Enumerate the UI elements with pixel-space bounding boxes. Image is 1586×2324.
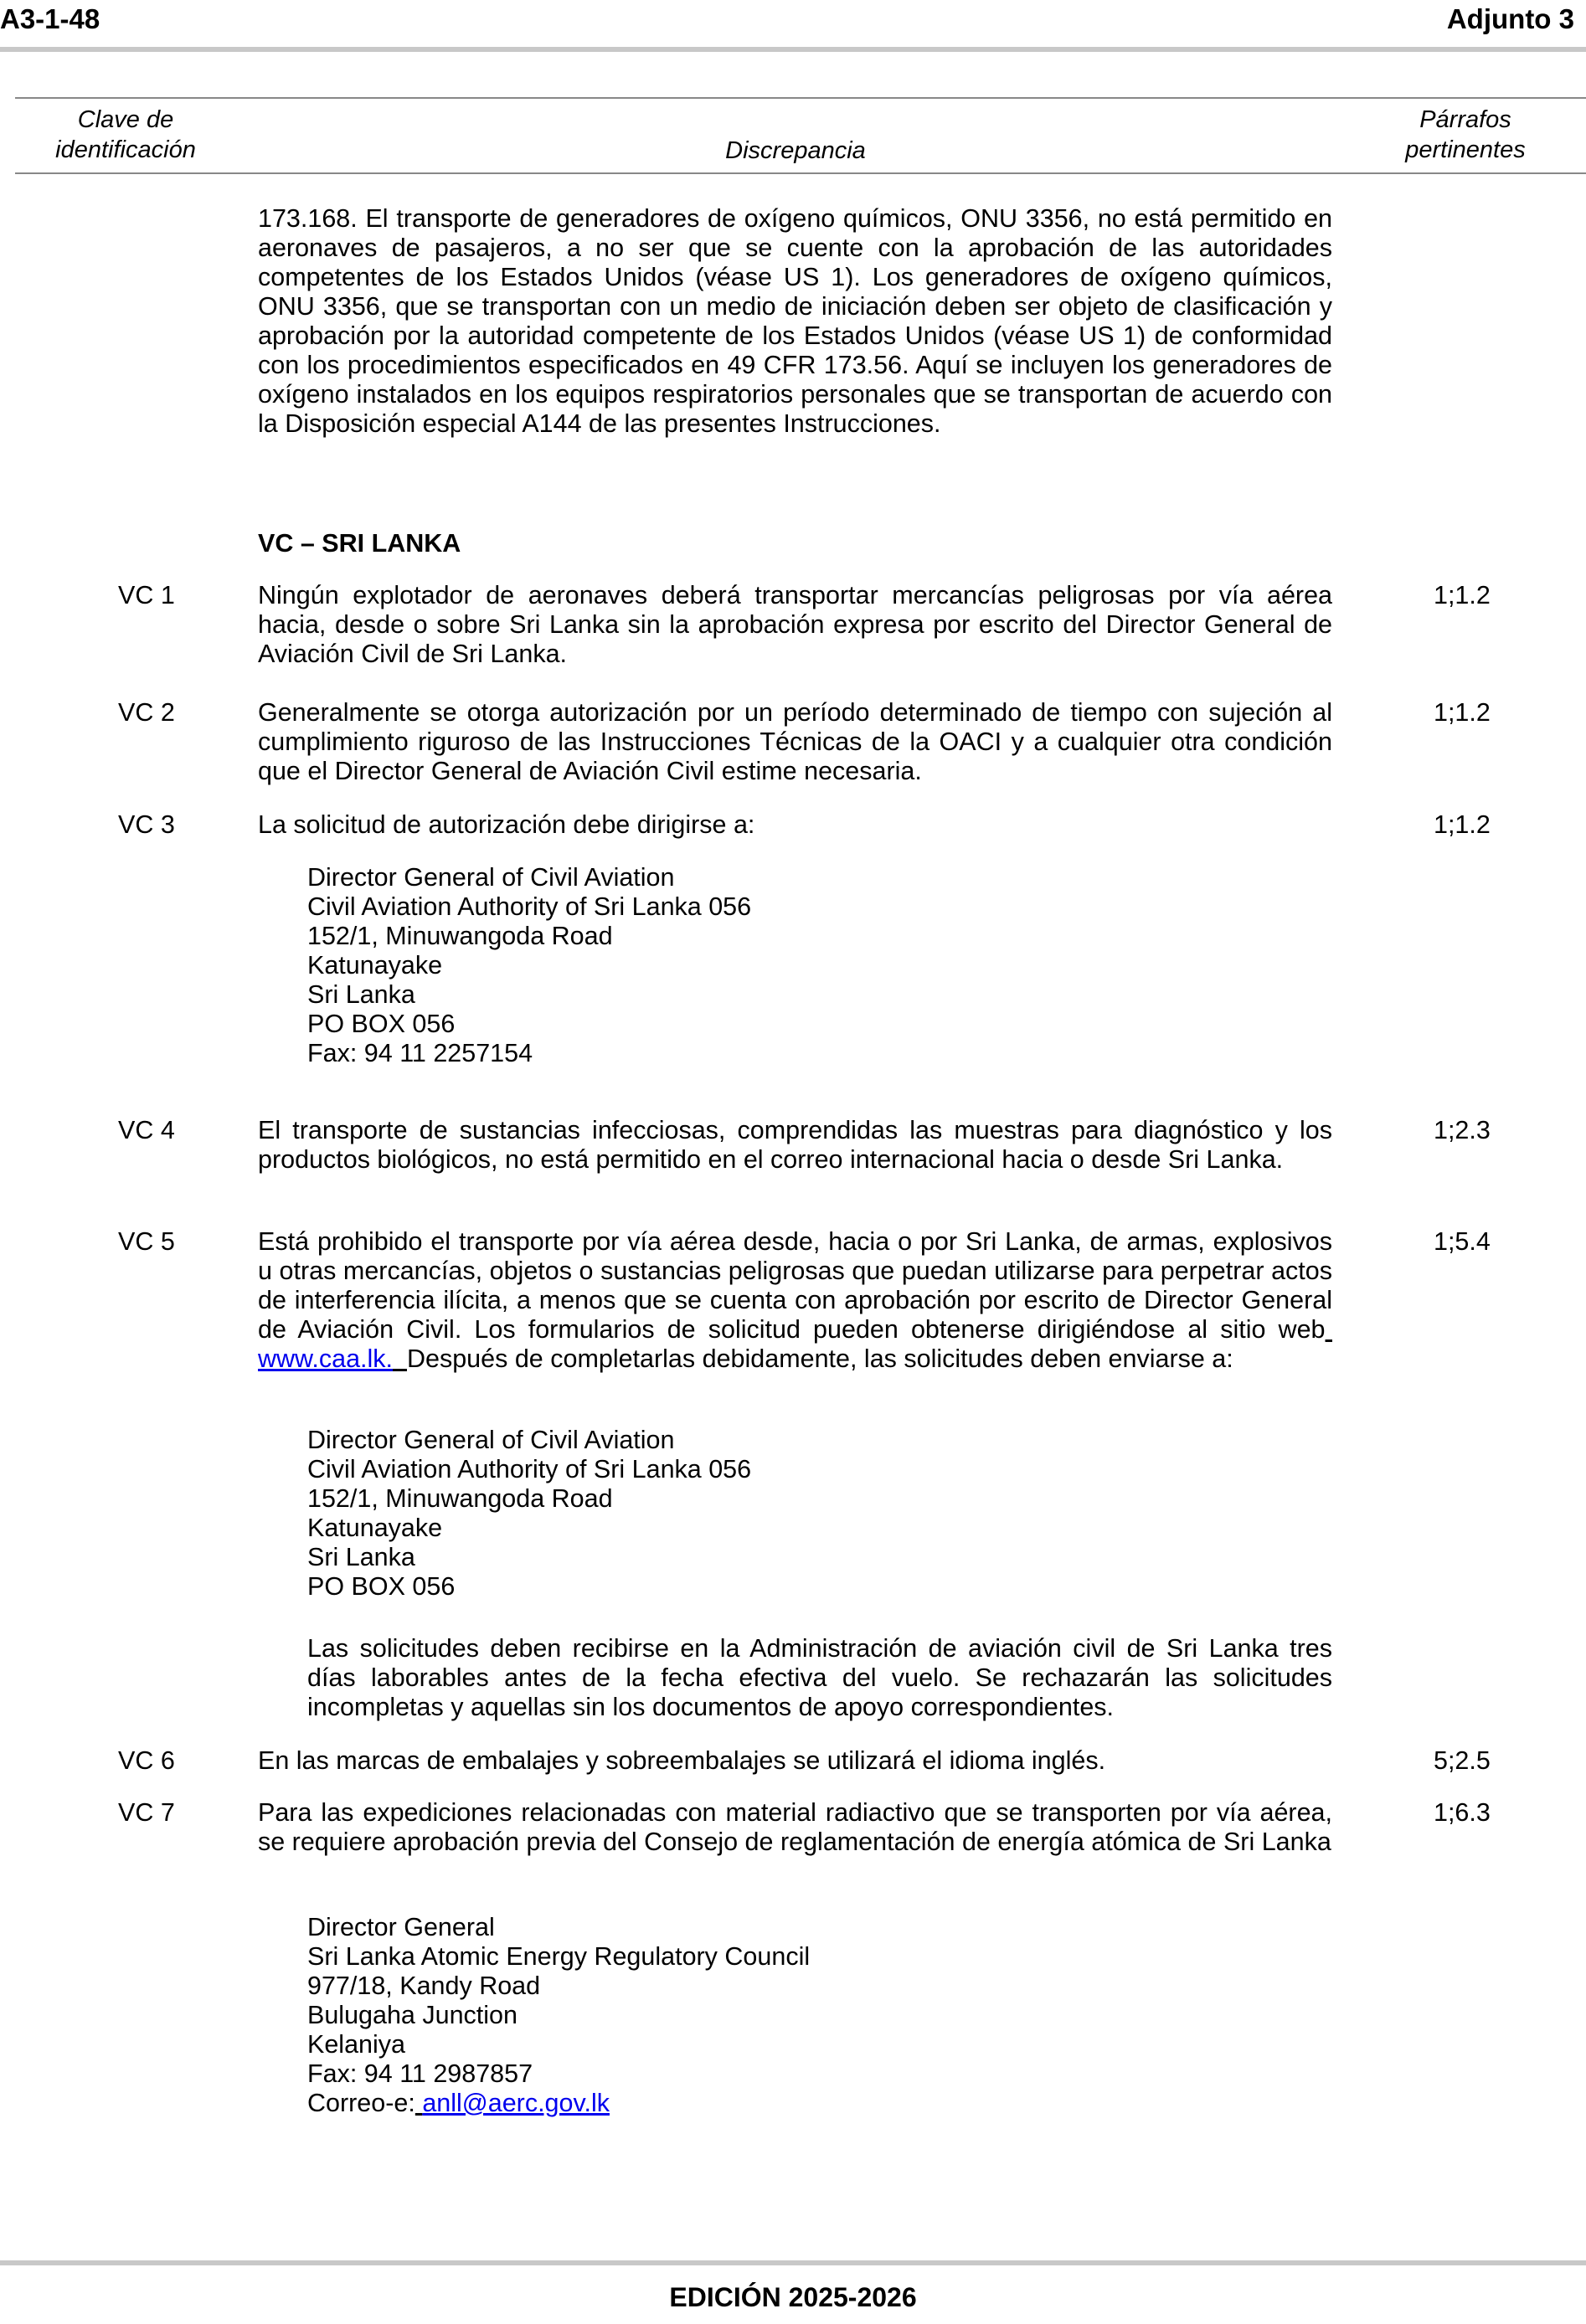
address-line: PO BOX 056 [307,1010,456,1038]
address-line: Fax: 94 11 2257154 [307,1039,533,1067]
row-text-vc7: Para las expediciones relacionadas con material radiactivo que se transporten por vía aérea, se requiere aprobación previa del Consejo de reglamentación de energía atómica de Sri Lanka [258,1798,1332,1856]
section-title: VC – SRI LANKA [258,529,461,558]
row-key-vc4: VC 4 [118,1116,175,1144]
address-line: Katunayake [307,951,443,979]
row-ref-vc6: 5;2.5 [1434,1746,1491,1775]
column-header-paragraphs-line2: pertinentes [1405,136,1526,163]
email-label: Correo-e: [307,2089,415,2117]
address-line: 152/1, Minuwangoda Road [307,922,613,950]
column-header-paragraphs-line1: Párrafos [1419,106,1511,133]
address-line: Sri Lanka [307,980,415,1009]
table-header-top-rule [15,97,1586,99]
address-vc7 [307,1913,810,2118]
address-line: Bulugaha Junction [307,2001,518,2029]
address-vc3 [307,863,751,1068]
row-text-vc3: La solicitud de autorización debe dirigirse a: [258,810,755,839]
address-line: Civil Aviation Authority of Sri Lanka 056 [307,1455,752,1483]
header-rule [0,47,1586,52]
note-vc5: Las solicitudes deben recibirse en la Administración de aviación civil de Sri Lanka tres días laborables antes de la fecha efectiva del vuelo. Se rechazarán las solicitudes incompletas y aquellas sin los documentos de apoyo correspondientes. [307,1634,1332,1721]
row-text-vc6: En las marcas de embalajes y sobreembalajes se utilizará el idioma inglés. [258,1746,1106,1775]
address-line: Fax: 94 11 2987857 [307,2059,533,2088]
row-ref-vc3: 1;1.2 [1434,810,1491,839]
row-key-vc2: VC 2 [118,698,175,727]
row-text-vc1: Ningún explotador de aeronaves deberá transportar mercancías peligrosas por vía aérea hacia, desde o sobre Sri Lanka sin la aprobación expresa por escrito del Director General de Aviación Civil de Sri Lanka. [258,581,1332,668]
column-header-key-line2: identificación [55,136,196,163]
row-ref-vc7: 1;6.3 [1434,1798,1491,1827]
row-text-vc5-part1: Está prohibido el transporte por vía aérea desde, hacia o por Sri Lanka, de armas, explosivos u otras mercancías, objetos o sustancias peligrosas que puedan utilizarse para perpetrar actos de interferencia ilícita, a menos que se cuenta con aprobación por escrito de Director General de Aviación Civil. Los formularios de solicitud pueden obtenerse dirigiéndose al sitio web [258,1227,1332,1344]
row-key-vc5: VC 5 [118,1227,175,1256]
website-link[interactable]: www.caa.lk. [258,1345,394,1373]
row-text-vc2: Generalmente se otorga autorización por un período determinado de tiempo con sujeción al cumplimiento riguroso de las Instrucciones Técnicas de la OACI y a cualquier otra condición que el Director General de Aviación Civil estime necesaria. [258,698,1332,785]
address-line: Sri Lanka Atomic Energy Regulatory Council [307,1942,811,1971]
address-line: Civil Aviation Authority of Sri Lanka 056 [307,892,752,921]
column-header-key-line1: Clave de [77,106,174,133]
row-key-vc6: VC 6 [118,1746,175,1775]
footer-rule [0,2260,1586,2265]
row-ref-vc2: 1;1.2 [1434,698,1491,727]
address-line: 152/1, Minuwangoda Road [307,1484,613,1513]
email-link[interactable]: anll@aerc.gov.lk [422,2089,610,2117]
address-line: Sri Lanka [307,1543,415,1571]
table-header-bottom-rule [15,172,1586,174]
address-line: PO BOX 056 [307,1572,456,1601]
column-header-paragraphs [1373,105,1558,165]
column-header-discrepancy: Discrepancia [725,137,866,164]
row-ref-vc1: 1;1.2 [1434,581,1491,609]
row-ref-vc5: 1;5.4 [1434,1227,1491,1256]
attachment-label: Adjunto 3 [1446,3,1574,34]
address-line: Kelaniya [307,2030,405,2059]
address-vc5 [307,1426,751,1602]
page-number: A3-1-48 [0,3,100,34]
row-text-vc5-part2: Después de completarlas debidamente, las solicitudes deben enviarse a: [406,1345,1233,1373]
continued-paragraph: 173.168. El transporte de generadores de oxígeno químicos, ONU 3356, no está permitido en aeronaves de pasajeros, a no ser que se cuente con la aprobación de las autoridades competentes de los Estados Unidos (véase US 1). Los generadores de oxígeno químicos, ONU 3356, que se transportan con un medio de iniciación deben ser objeto de clasificación y aprobación por la autoridad competente de los Estados Unidos (véase US 1) de conformidad con los procedimientos especificados en 49 CFR 173.56. Aquí se incluyen los generadores de oxígeno instalados en los equipos respiratorios personales que se transportan de acuerdo con la Disposición especial A144 de las presentes Instrucciones. [258,204,1332,438]
edition-footer: EDICIÓN 2025-2026 [669,2282,917,2312]
address-line: Director General [307,1913,495,1941]
address-line: Director General of Civil Aviation [307,1426,675,1454]
row-text-vc4: El transporte de sustancias infecciosas, comprendidas las muestras para diagnóstico y los productos biológicos, no está permitido en el correo internacional hacia o desde Sri Lanka. [258,1116,1332,1174]
row-ref-vc4: 1;2.3 [1434,1116,1491,1144]
address-line: 977/18, Kandy Road [307,1972,541,2000]
column-header-key [33,105,218,165]
row-key-vc3: VC 3 [118,810,175,839]
address-line: Katunayake [307,1514,443,1542]
address-line: Director General of Civil Aviation [307,863,675,892]
row-key-vc7: VC 7 [118,1798,175,1827]
row-key-vc1: VC 1 [118,581,175,609]
row-text-vc5 [258,1227,1332,1374]
email-line [307,2089,810,2118]
